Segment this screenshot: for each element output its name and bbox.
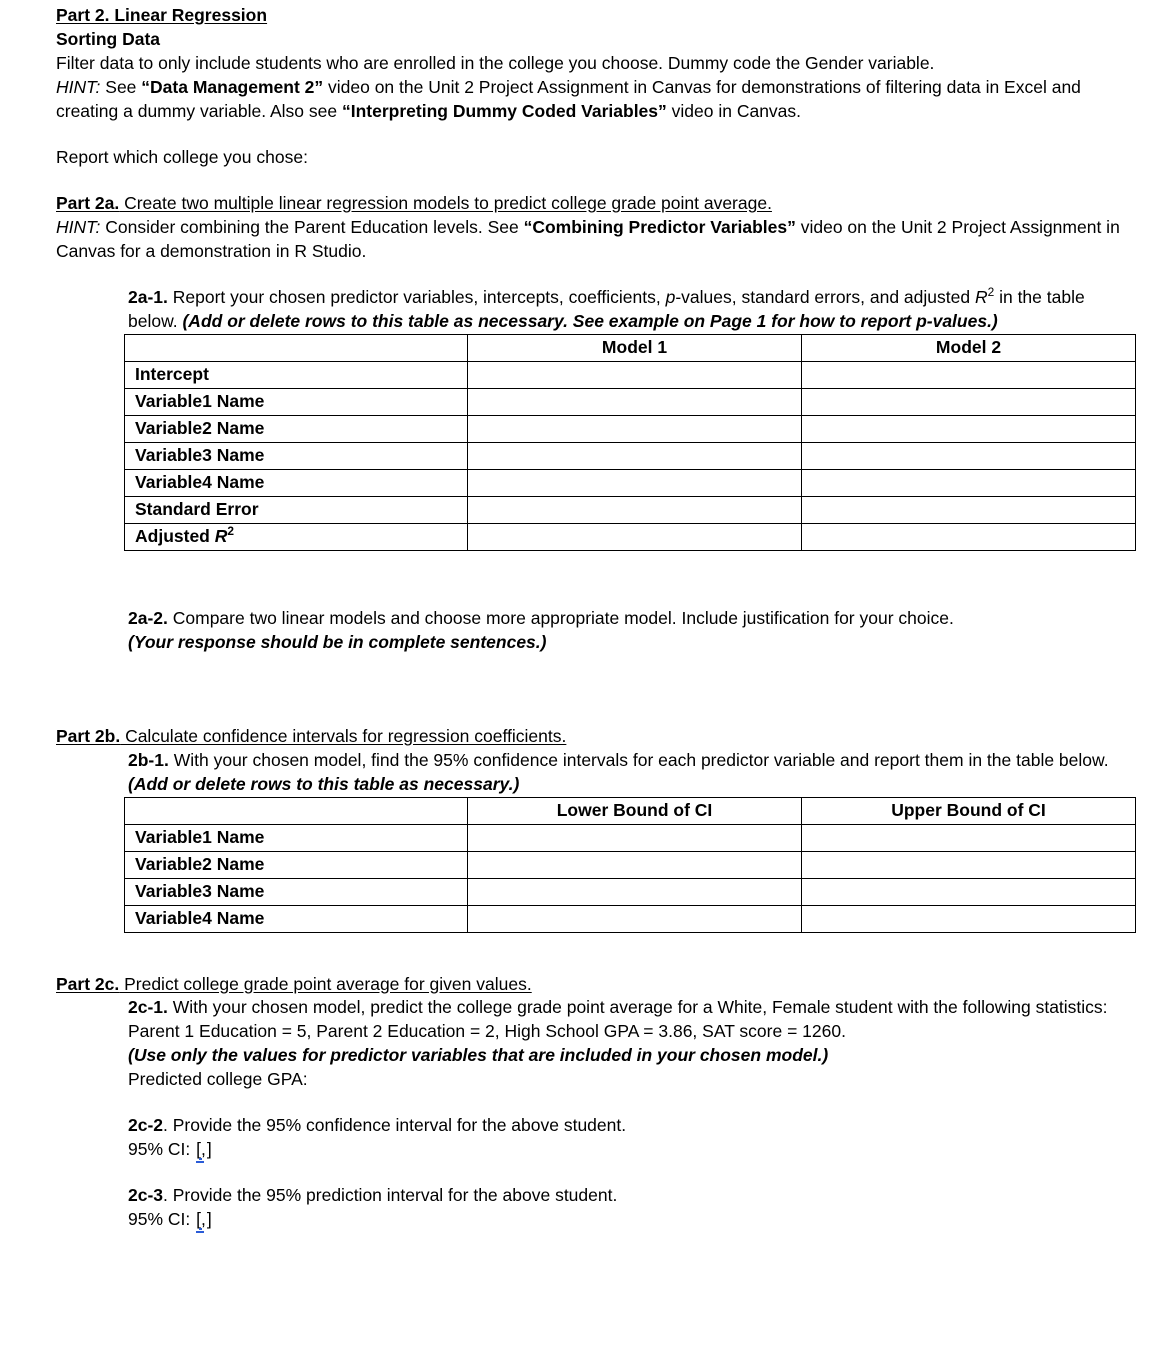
row-label-variable1: Variable1 Name bbox=[125, 824, 468, 851]
cell-variable3-model-1[interactable] bbox=[468, 442, 802, 469]
question-2b-1-label: 2b-1. bbox=[128, 749, 169, 770]
hint-text-1: See bbox=[100, 76, 142, 97]
model-comparison-table bbox=[124, 334, 1136, 551]
cell-variable4-lower[interactable] bbox=[468, 905, 802, 932]
row-label-variable4: Variable4 Name bbox=[125, 469, 468, 496]
ci-bracket-stub[interactable] bbox=[195, 1208, 207, 1232]
question-2c-3-label: 2c-3 bbox=[128, 1185, 164, 1206]
table-row bbox=[125, 388, 1136, 415]
spacer bbox=[56, 711, 1136, 725]
question-2b-1 bbox=[128, 749, 1136, 797]
question-2c-1 bbox=[128, 996, 1136, 1044]
confidence-interval-table bbox=[124, 797, 1136, 933]
row-label-variable3: Variable3 Name bbox=[125, 878, 468, 905]
row-label-variable3: Variable3 Name bbox=[125, 442, 468, 469]
part-2a-heading bbox=[56, 192, 1136, 216]
part-2c-heading-text: Predict college grade point average for given values. bbox=[119, 973, 532, 994]
part-2a-label: Part 2a. bbox=[56, 192, 120, 213]
ci-close-bracket: ] bbox=[206, 1139, 212, 1160]
row-label-intercept: Intercept bbox=[125, 361, 468, 388]
ci-open-bracket: [ bbox=[196, 1139, 201, 1160]
table-header-row bbox=[125, 334, 1136, 361]
spacer bbox=[56, 124, 1136, 146]
cell-intercept-model-2[interactable] bbox=[802, 361, 1136, 388]
part-2c-label: Part 2c. bbox=[56, 973, 120, 994]
table-row bbox=[125, 496, 1136, 523]
question-2c-3 bbox=[128, 1184, 1136, 1208]
spacer bbox=[56, 551, 1136, 607]
cell-variable4-model-2[interactable] bbox=[802, 469, 1136, 496]
question-2c-1-text: With your chosen model, predict the college grade point average for a White, Female student with the following statistics: Parent 1 Education = 5, Parent 2 Education = 2, High School GPA = 3.86, SAT score = 1260. bbox=[128, 997, 1108, 1042]
cell-variable2-model-1[interactable] bbox=[468, 415, 802, 442]
part-2-title: Part 2. Linear Regression bbox=[56, 5, 268, 25]
cell-adjusted-r2-model-1[interactable] bbox=[468, 523, 802, 550]
table-row bbox=[125, 851, 1136, 878]
r-exponent: 2 bbox=[227, 523, 234, 538]
hint-text-1: Consider combining the Parent Education levels. See bbox=[100, 216, 524, 237]
part-2c-heading bbox=[56, 973, 1136, 997]
sorting-data-heading: Sorting Data bbox=[56, 28, 161, 49]
spacer bbox=[56, 933, 1136, 973]
table-header-model-1: Model 1 bbox=[468, 334, 802, 361]
question-2a-1-note: (Add or delete rows to this table as necessary. See example on Page 1 for how to report p-values.) bbox=[182, 310, 998, 331]
table-header-blank bbox=[125, 797, 468, 824]
question-2c-3-text: . Provide the 95% prediction interval for the above student. bbox=[163, 1185, 618, 1206]
part-2b-heading bbox=[56, 725, 1136, 749]
table-row bbox=[125, 878, 1136, 905]
table-row bbox=[125, 361, 1136, 388]
hint-label: HINT: bbox=[56, 76, 101, 97]
hint-text-2: video on the Unit 2 Project Assignment in Canvas for demonstrations of filtering data in Excel and creating a dummy variable. Also see bbox=[56, 76, 1081, 121]
ci-bracket-stub[interactable] bbox=[195, 1138, 207, 1162]
hint-video-combining-predictors: “Combining Predictor Variables” bbox=[523, 216, 796, 237]
cell-variable3-model-2[interactable] bbox=[802, 442, 1136, 469]
cell-intercept-model-1[interactable] bbox=[468, 361, 802, 388]
predicted-gpa-label: Predicted college GPA: bbox=[128, 1069, 308, 1090]
cell-variable3-upper[interactable] bbox=[802, 878, 1136, 905]
answer-2c-3-ci bbox=[128, 1208, 1136, 1232]
hint-label: HINT: bbox=[56, 216, 101, 237]
hint-video-data-management: “Data Management 2” bbox=[141, 76, 324, 97]
row-label-standard-error: Standard Error bbox=[125, 496, 468, 523]
part-2b-heading-text: Calculate confidence intervals for regression coefficients. bbox=[120, 725, 567, 746]
row-label-adjusted-r2 bbox=[125, 523, 468, 550]
grammar-underline-icon bbox=[199, 1158, 202, 1160]
part-2a-heading-text: Create two multiple linear regression models to predict college grade point average. bbox=[119, 192, 772, 213]
cell-adjusted-r2-model-2[interactable] bbox=[802, 523, 1136, 550]
part-2a-hint bbox=[56, 216, 1136, 264]
hint-text-3: video in Canvas. bbox=[666, 100, 802, 121]
cell-variable1-model-1[interactable] bbox=[468, 388, 802, 415]
cell-variable2-model-2[interactable] bbox=[802, 415, 1136, 442]
question-2a-1-label: 2a-1. bbox=[128, 286, 168, 307]
hint-text-2: video on the Unit 2 Project Assignment in Canvas for a demonstration in R Studio. bbox=[56, 216, 1120, 261]
table-header-model-2: Model 2 bbox=[802, 334, 1136, 361]
ci-prefix: 95% CI: bbox=[128, 1209, 196, 1230]
cell-standard-error-model-2[interactable] bbox=[802, 496, 1136, 523]
cell-variable1-upper[interactable] bbox=[802, 824, 1136, 851]
report-college-prompt: Report which college you chose: bbox=[56, 146, 308, 167]
adjusted-label: Adjusted bbox=[135, 525, 215, 546]
question-2a-2-note: (Your response should be in complete sentences.) bbox=[128, 631, 547, 652]
spacer bbox=[56, 655, 1136, 711]
table-row bbox=[125, 824, 1136, 851]
question-2b-1-note: (Add or delete rows to this table as necessary.) bbox=[128, 773, 520, 794]
spacer bbox=[56, 1092, 1136, 1114]
cell-variable4-upper[interactable] bbox=[802, 905, 1136, 932]
table-header-blank bbox=[125, 334, 468, 361]
row-label-variable1: Variable1 Name bbox=[125, 388, 468, 415]
cell-variable2-lower[interactable] bbox=[468, 851, 802, 878]
question-2c-1-label: 2c-1. bbox=[128, 997, 168, 1018]
ci-comma: , bbox=[201, 1209, 206, 1230]
question-2c-1-note: (Use only the values for predictor variables that are included in your chosen model.) bbox=[128, 1045, 829, 1066]
cell-variable3-lower[interactable] bbox=[468, 878, 802, 905]
cell-variable4-model-1[interactable] bbox=[468, 469, 802, 496]
spacer bbox=[56, 1162, 1136, 1184]
spacer bbox=[56, 264, 1136, 286]
table-row bbox=[125, 905, 1136, 932]
cell-variable1-model-2[interactable] bbox=[802, 388, 1136, 415]
ci-close-bracket: ] bbox=[206, 1209, 212, 1230]
table-row bbox=[125, 442, 1136, 469]
question-2a-2-label: 2a-2. bbox=[128, 607, 168, 628]
question-2c-2-text: . Provide the 95% confidence interval for the above student. bbox=[163, 1115, 627, 1136]
ci-comma: , bbox=[201, 1139, 206, 1160]
question-2a-1 bbox=[128, 286, 1136, 334]
p-value-symbol: p bbox=[665, 286, 676, 307]
row-label-variable2: Variable2 Name bbox=[125, 415, 468, 442]
sorting-data-hint bbox=[56, 76, 1136, 124]
row-label-variable2: Variable2 Name bbox=[125, 851, 468, 878]
grammar-underline-icon bbox=[199, 1228, 202, 1230]
table-header-lower-bound: Lower Bound of CI bbox=[468, 797, 802, 824]
spacer bbox=[56, 170, 1136, 192]
sorting-data-instruction: Filter data to only include students who are enrolled in the college you choose. Dummy code the Gender variable. bbox=[56, 52, 935, 73]
table-row bbox=[125, 469, 1136, 496]
answer-2c-2-ci bbox=[128, 1138, 1136, 1162]
table-row bbox=[125, 523, 1136, 550]
table-header-row bbox=[125, 797, 1136, 824]
question-2b-1-text: With your chosen model, find the 95% confidence intervals for each predictor variable and report them in the table below. bbox=[168, 749, 1109, 770]
question-2a-1-text-3: in the table below. bbox=[128, 286, 1085, 331]
question-2c-2-label: 2c-2 bbox=[128, 1115, 164, 1136]
ci-prefix: 95% CI: bbox=[128, 1139, 196, 1160]
ci-open-bracket: [ bbox=[196, 1209, 201, 1230]
question-2a-1-text-2: -values, standard errors, and adjusted bbox=[675, 286, 975, 307]
cell-variable1-lower[interactable] bbox=[468, 824, 802, 851]
table-row bbox=[125, 415, 1136, 442]
r-symbol: R bbox=[214, 525, 228, 546]
cell-variable2-upper[interactable] bbox=[802, 851, 1136, 878]
question-2a-2-text: Compare two linear models and choose more appropriate model. Include justification for your choice. bbox=[167, 607, 954, 628]
question-2a-1-text-1: Report your chosen predictor variables, intercepts, coefficients, bbox=[167, 286, 666, 307]
part-2b-label: Part 2b. bbox=[56, 725, 121, 746]
r-squared-exponent: 2 bbox=[987, 284, 995, 299]
hint-video-dummy-coded: “Interpreting Dummy Coded Variables” bbox=[341, 100, 667, 121]
question-2c-2 bbox=[128, 1114, 1136, 1138]
question-2a-2 bbox=[128, 607, 1136, 631]
cell-standard-error-model-1[interactable] bbox=[468, 496, 802, 523]
row-label-variable4: Variable4 Name bbox=[125, 905, 468, 932]
table-header-upper-bound: Upper Bound of CI bbox=[802, 797, 1136, 824]
r-squared-symbol: R bbox=[974, 286, 988, 307]
